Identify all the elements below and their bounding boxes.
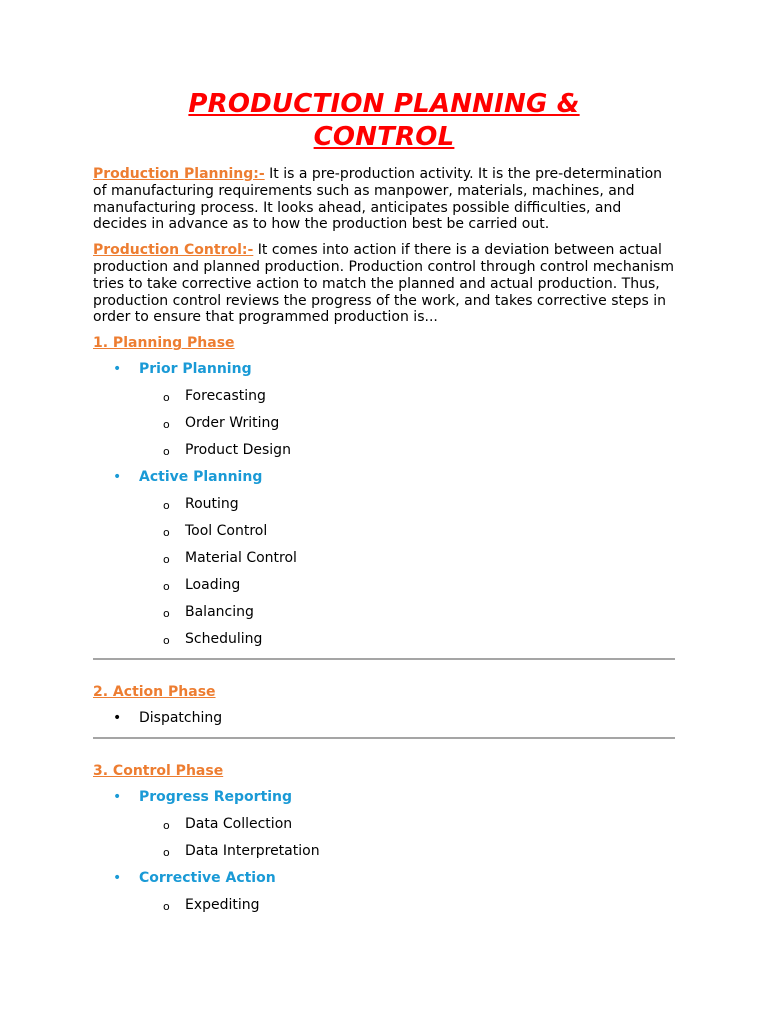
title-line-2: CONTROL xyxy=(313,122,455,152)
list-item-active-planning xyxy=(93,469,675,648)
progress-reporting-sublist xyxy=(139,816,675,860)
list-item: o Forecasting xyxy=(163,388,266,405)
circle-bullet-icon: o xyxy=(163,499,170,513)
circle-bullet-icon: o xyxy=(163,900,170,914)
action-phase-list xyxy=(93,710,675,727)
control-term: Production Control:- xyxy=(93,242,254,259)
circle-bullet-icon: o xyxy=(163,819,170,833)
progress-reporting-label: Progress Reporting xyxy=(139,789,293,806)
circle-bullet-icon: o xyxy=(163,607,170,621)
list-item: o Balancing xyxy=(163,604,254,621)
circle-bullet-icon: o xyxy=(163,391,170,405)
prior-planning-sublist xyxy=(139,388,675,459)
bullet-icon: • xyxy=(113,710,122,727)
control-phase-heading: 3. Control Phase xyxy=(93,763,224,780)
list-item: o Scheduling xyxy=(163,631,263,648)
bullet-icon: • xyxy=(113,789,122,806)
list-item: o Loading xyxy=(163,577,241,594)
list-item: o Tool Control xyxy=(163,523,268,540)
circle-bullet-icon: o xyxy=(163,580,170,594)
list-item: o Product Design xyxy=(163,442,291,459)
list-item-dispatching xyxy=(93,710,675,727)
list-item-progress-reporting xyxy=(93,789,675,860)
bullet-icon: • xyxy=(113,361,122,378)
control-phase-list xyxy=(93,789,675,914)
bullet-icon: • xyxy=(113,469,122,486)
circle-bullet-icon: o xyxy=(163,445,170,459)
list-item-corrective-action xyxy=(93,870,675,914)
planning-definition xyxy=(93,166,675,233)
control-definition xyxy=(93,242,675,326)
section-divider xyxy=(93,737,675,739)
section-divider xyxy=(93,658,675,660)
circle-bullet-icon: o xyxy=(163,418,170,432)
list-item: o Expediting xyxy=(163,897,260,914)
dispatching-label: Dispatching xyxy=(139,710,223,727)
planning-phase-list xyxy=(93,361,675,648)
planning-term: Production Planning:- xyxy=(93,166,265,182)
corrective-action-label: Corrective Action xyxy=(139,870,276,887)
list-item: o Routing xyxy=(163,496,239,513)
circle-bullet-icon: o xyxy=(163,526,170,540)
prior-planning-label: Prior Planning xyxy=(139,361,252,378)
list-item: o Material Control xyxy=(163,550,297,567)
list-item: o Data Collection xyxy=(163,816,293,833)
title-line-1: PRODUCTION PLANNING & xyxy=(188,89,580,119)
planning-text: It is a pre-production activity. It is the pre-determination of manufacturing requirements such as manpower, materials, machines, and manufacturing process. It looks ahead, anticipates possible difficulties, and decides in advance as to how the production best be carried out. xyxy=(93,166,663,233)
active-planning-sublist xyxy=(139,496,675,648)
list-item: o Order Writing xyxy=(163,415,280,432)
circle-bullet-icon: o xyxy=(163,846,170,860)
list-item-prior-planning xyxy=(93,361,675,459)
control-text: It comes into action if there is a deviation between actual production and planned production. Production control through control mechanism tries to take corrective action to match the planned and actual production. Thus, production control reviews the progress of the work, and takes corrective steps in order to ensure that programmed production is... xyxy=(93,242,674,326)
circle-bullet-icon: o xyxy=(163,634,170,648)
planning-phase-heading: 1. Planning Phase xyxy=(93,335,235,352)
circle-bullet-icon: o xyxy=(163,553,170,567)
bullet-icon: • xyxy=(113,870,122,887)
action-phase-heading: 2. Action Phase xyxy=(93,684,216,701)
list-item: o Data Interpretation xyxy=(163,843,320,860)
page-title xyxy=(93,88,675,154)
corrective-action-sublist xyxy=(139,897,675,914)
active-planning-label: Active Planning xyxy=(139,469,263,486)
